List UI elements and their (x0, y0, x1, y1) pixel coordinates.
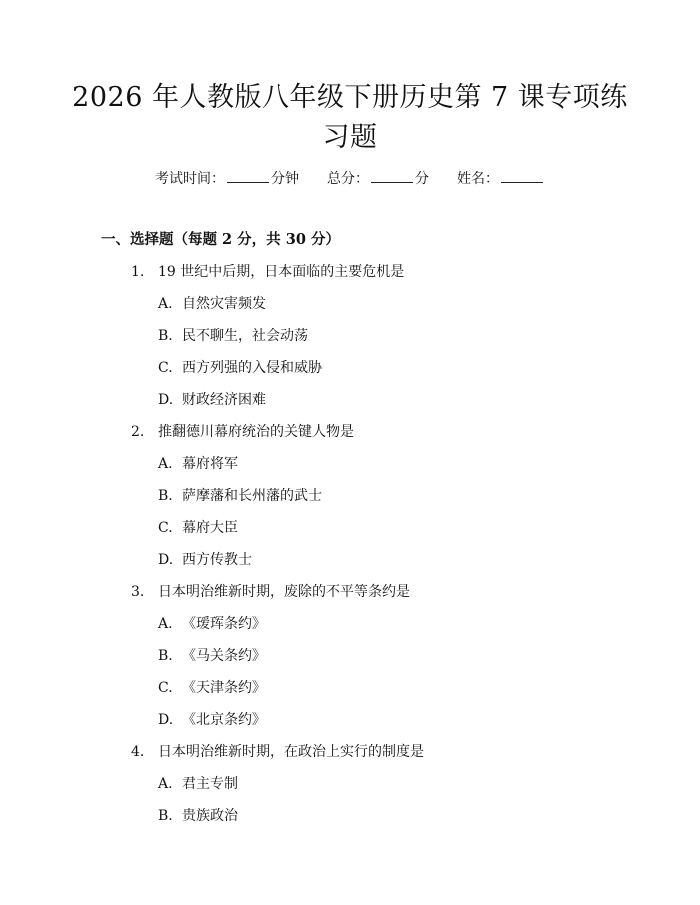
option-item[interactable] (0, 802, 700, 834)
question-item (0, 738, 700, 770)
option-text: 民不聊生，社会动荡 (182, 328, 308, 344)
option-letter: D. (158, 392, 174, 408)
question-text: 19 世纪中后期，日本面临的主要危机是 (158, 264, 405, 280)
option-letter: A. (158, 776, 173, 792)
question-number: 2. (131, 424, 145, 440)
title-line-1: 2026 年人教版八年级下册历史第 7 课专项练 (72, 82, 628, 113)
option-text: 幕府大臣 (182, 520, 238, 536)
option-text: 贵族政治 (182, 808, 238, 824)
question-text: 推翻德川幕府统治的关键人物是 (158, 424, 354, 440)
option-item[interactable] (0, 674, 700, 706)
option-item[interactable] (0, 610, 700, 642)
title-line-2: 习题 (322, 122, 378, 153)
option-letter: D. (158, 712, 174, 728)
exam-time-blank[interactable] (227, 168, 269, 183)
section-title: 一、选择题（每题 2 分，共 30 分） (101, 231, 340, 248)
question-list (0, 258, 700, 834)
option-text: 西方列强的入侵和威胁 (182, 360, 322, 376)
student-name-label: 姓名： (457, 171, 499, 187)
option-item[interactable] (0, 546, 700, 578)
question-number: 4. (131, 744, 145, 760)
exam-info-line (0, 168, 700, 189)
option-item[interactable] (0, 706, 700, 738)
question-number: 1. (131, 264, 145, 280)
option-letter: C. (158, 520, 173, 536)
option-item[interactable] (0, 354, 700, 386)
question-item (0, 578, 700, 610)
exam-time-unit: 分钟 (271, 171, 299, 187)
option-text: 《马关条约》 (182, 648, 266, 664)
option-text: 《北京条约》 (182, 712, 266, 728)
option-text: 萨摩藩和长州藩的武士 (182, 488, 322, 504)
option-item[interactable] (0, 322, 700, 354)
option-letter: B. (158, 488, 173, 504)
exam-time-field (155, 168, 299, 189)
document-title (60, 78, 640, 158)
option-letter: B. (158, 328, 173, 344)
total-score-unit: 分 (415, 171, 429, 187)
student-name-field (457, 168, 545, 189)
option-text: 西方传教士 (182, 552, 252, 568)
question-text: 日本明治维新时期，在政治上实行的制度是 (158, 744, 424, 760)
option-letter: A. (158, 456, 173, 472)
option-letter: C. (158, 360, 173, 376)
option-letter: D. (158, 552, 174, 568)
total-score-blank[interactable] (371, 168, 413, 183)
option-text: 君主专制 (182, 776, 238, 792)
option-item[interactable] (0, 450, 700, 482)
option-letter: A. (158, 296, 173, 312)
option-letter: A. (158, 616, 173, 632)
student-name-blank[interactable] (501, 168, 543, 183)
option-letter: C. (158, 680, 173, 696)
question-number: 3. (131, 584, 145, 600)
question-item (0, 418, 700, 450)
option-text: 自然灾害频发 (182, 296, 266, 312)
option-text: 《瑷珲条约》 (182, 616, 266, 632)
option-item[interactable] (0, 482, 700, 514)
option-text: 财政经济困难 (182, 392, 266, 408)
option-item[interactable] (0, 386, 700, 418)
option-item[interactable] (0, 514, 700, 546)
option-letter: B. (158, 648, 173, 664)
total-score-label: 总分： (327, 171, 369, 187)
option-item[interactable] (0, 290, 700, 322)
option-text: 幕府将军 (182, 456, 238, 472)
option-item[interactable] (0, 770, 700, 802)
option-text: 《天津条约》 (182, 680, 266, 696)
option-item[interactable] (0, 642, 700, 674)
total-score-field (327, 168, 429, 189)
exam-time-label: 考试时间： (155, 171, 225, 187)
question-text: 日本明治维新时期，废除的不平等条约是 (158, 584, 410, 600)
question-item (0, 258, 700, 290)
option-letter: B. (158, 808, 173, 824)
